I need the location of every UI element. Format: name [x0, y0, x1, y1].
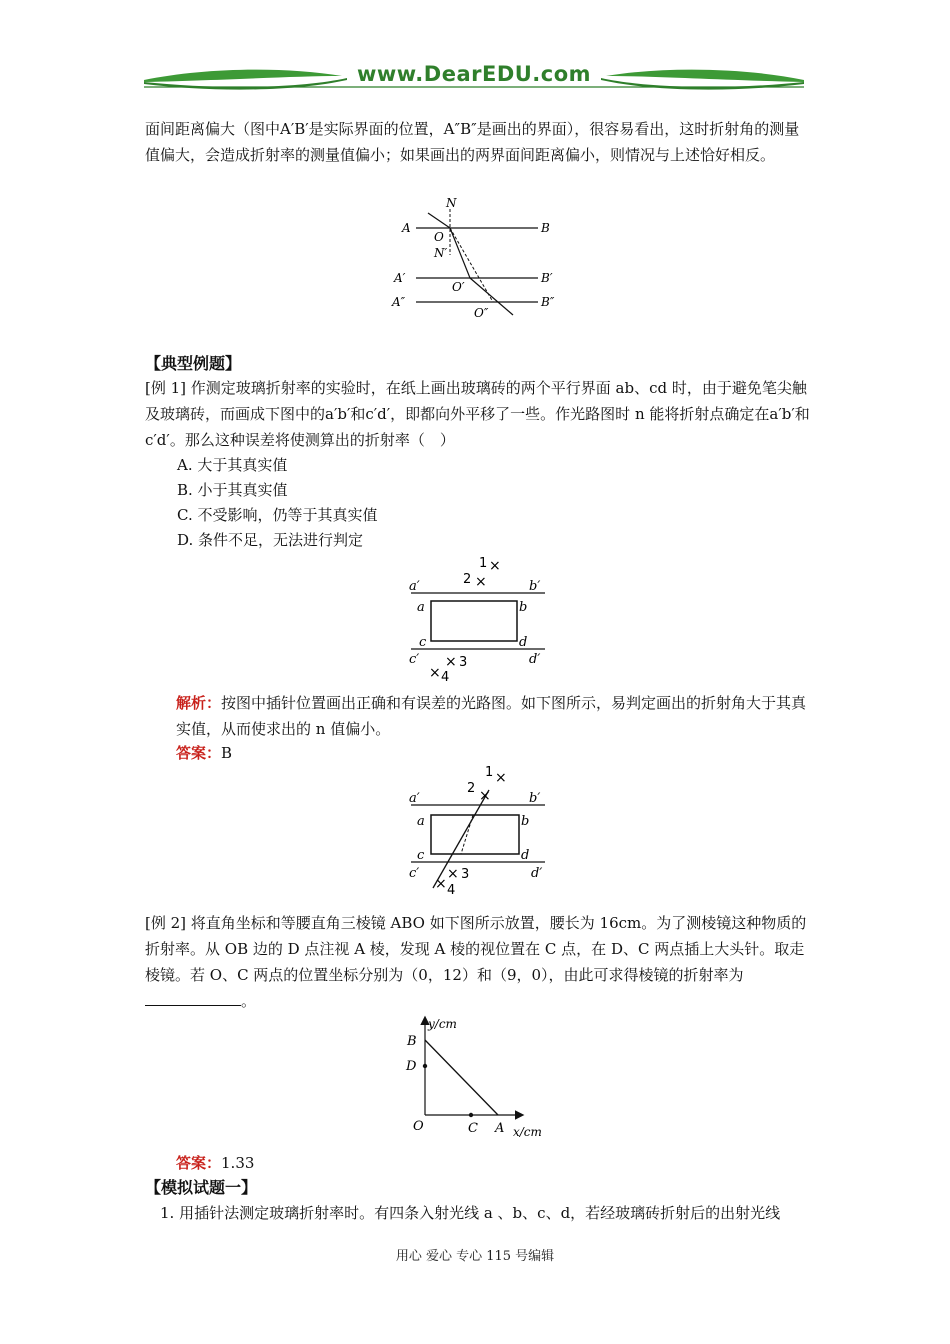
analysis-text: 按图中插针位置画出正确和有误差的光路图。如下图所示，易判定画出的折射角大于其真实值，从而使求出的 n 值偏小。	[176, 694, 807, 738]
label-a-prime: a′	[409, 579, 420, 594]
glass-block	[431, 601, 517, 641]
label-d-prime: d′	[531, 866, 543, 881]
example1-option-a: A. 大于其真实值	[177, 456, 288, 474]
analysis-label: 解析：	[176, 694, 222, 712]
label-N-prime: N′	[434, 246, 448, 260]
answer-value: B	[221, 744, 233, 762]
answer-label: 答案：	[176, 1154, 222, 1172]
x-axis-label: x/cm	[513, 1125, 542, 1139]
pin-label-3: 3	[459, 655, 468, 670]
page-footer: 用心 爱心 专心 115 号编辑	[395, 1249, 555, 1264]
example2-text: [例 2] 将直角坐标和等腰直角三棱镜 ABO 如下图所示放置，腰长为 16cm。为了测棱镜这种物质的折射率。从 OB 边的 D 点注视 A 棱，发现 A 棱的视位置在 C 点，在 D、C 两点插上大头针。取走棱镜。若 O、C 两点的位置坐标分别为（0，12）和（9，0），由此可求得棱镜的折射率为	[145, 914, 807, 984]
pin-label-2: 2	[463, 572, 472, 587]
header-banner	[142, 60, 806, 98]
point-D	[423, 1064, 427, 1068]
label-d-prime: d′	[529, 652, 541, 667]
pin-label-2: 2	[467, 781, 476, 796]
label-B-prime: B′	[541, 271, 553, 285]
example2-answer	[176, 1150, 810, 1176]
example1-option-d: D. 条件不足，无法进行判定	[177, 531, 364, 549]
label-O-prime: O′	[452, 280, 465, 294]
label-b-prime: b′	[529, 579, 541, 594]
label-O: O	[434, 230, 444, 244]
label-B: B	[541, 221, 550, 235]
pin-mark-2: ×	[479, 788, 491, 804]
true-light-path	[461, 815, 473, 854]
site-logo-text: www.DearEDU.com	[356, 62, 592, 86]
label-c-prime: c′	[409, 652, 420, 667]
label-c-prime: c′	[409, 866, 420, 881]
example1-option-b: B. 小于其真实值	[177, 481, 288, 499]
answer-value: 1.33	[221, 1154, 255, 1172]
incident-ray	[428, 213, 450, 228]
point-C	[469, 1113, 473, 1117]
label-N: N	[446, 196, 457, 210]
y-axis-label: y/cm	[428, 1017, 457, 1031]
label-d: d	[521, 848, 530, 863]
pin-label-1: 1	[479, 556, 488, 571]
label-b: b	[521, 814, 530, 829]
pin-label-4: 4	[447, 883, 456, 898]
label-c: c	[419, 635, 427, 650]
label-A: A	[402, 221, 411, 235]
mock-question-1: 1. 用插针法测定玻璃折射率时。有四条入射光线 a 、b、c、d，若经玻璃砖折射后的出射光线	[160, 1204, 781, 1222]
label-b-prime: b′	[529, 791, 541, 806]
label-A: A	[495, 1121, 505, 1136]
pin-mark-4: ×	[435, 876, 447, 892]
figure-glass-block-pins	[405, 553, 555, 683]
example2-tail: 。	[241, 992, 257, 1010]
label-A-prime: A′	[394, 271, 406, 285]
pin-label-4: 4	[441, 670, 450, 683]
pin-label-1: 1	[485, 765, 494, 780]
answer-label: 答案：	[176, 744, 222, 762]
pin-label-3: 3	[461, 867, 470, 882]
intro-paragraph: 面间距离偏大（图中A′B′是实际界面的位置，A″B″是画出的界面），很容易看出，这时折射角的测量值偏大，会造成折射率的测量值偏小；如果画出的两界面间距离偏小，则情况与上述恰好相反。	[145, 120, 800, 164]
label-b: b	[519, 600, 528, 615]
label-D: D	[406, 1059, 417, 1074]
label-c: c	[417, 848, 425, 863]
pin-mark-3: ×	[447, 866, 459, 882]
label-B-double-prime: B″	[541, 295, 555, 309]
pin-mark-1: ×	[495, 770, 507, 786]
example1-option-c: C. 不受影响，仍等于其真实值	[177, 506, 378, 524]
pin-mark-1: ×	[489, 558, 501, 574]
figure-refraction-interfaces	[388, 195, 568, 325]
figure-light-path-drawing	[405, 760, 555, 900]
section-title-typical-examples: 【典型例题】	[145, 354, 242, 373]
label-a-prime: a′	[409, 791, 420, 806]
label-O-double-prime: O″	[474, 306, 489, 320]
label-C: C	[468, 1121, 478, 1136]
pin-mark-3: ×	[445, 654, 457, 670]
pin-mark-4: ×	[429, 665, 441, 681]
label-a: a	[417, 814, 425, 829]
section-title-mock-test: 【模拟试题一】	[145, 1178, 258, 1197]
example1-analysis	[176, 690, 810, 742]
prism-hypotenuse	[425, 1040, 498, 1115]
figure-prism-coordinates	[398, 1012, 550, 1140]
label-O: O	[413, 1119, 424, 1134]
label-A-double-prime: A″	[392, 295, 406, 309]
answer-blank	[145, 989, 241, 1006]
true-refracted-ray	[450, 228, 470, 278]
example2-question	[145, 910, 810, 1014]
pin-mark-2: ×	[475, 574, 487, 590]
example1-question: [例 1] 作测定玻璃折射率的实验时，在纸上画出玻璃砖的两个平行界面 ab、cd 时，由于避免笔尖触及玻璃砖，而画成下图中的a′b′和c′d′，即都向外平移了一些。作光路图时 n 能将折射点确定在a′b′和c′d′。那么这种误差将使测算出的折射率（ ）	[145, 379, 810, 449]
glass-block	[431, 815, 519, 854]
label-a: a	[417, 600, 425, 615]
label-B: B	[407, 1034, 417, 1049]
label-d: d	[519, 635, 528, 650]
